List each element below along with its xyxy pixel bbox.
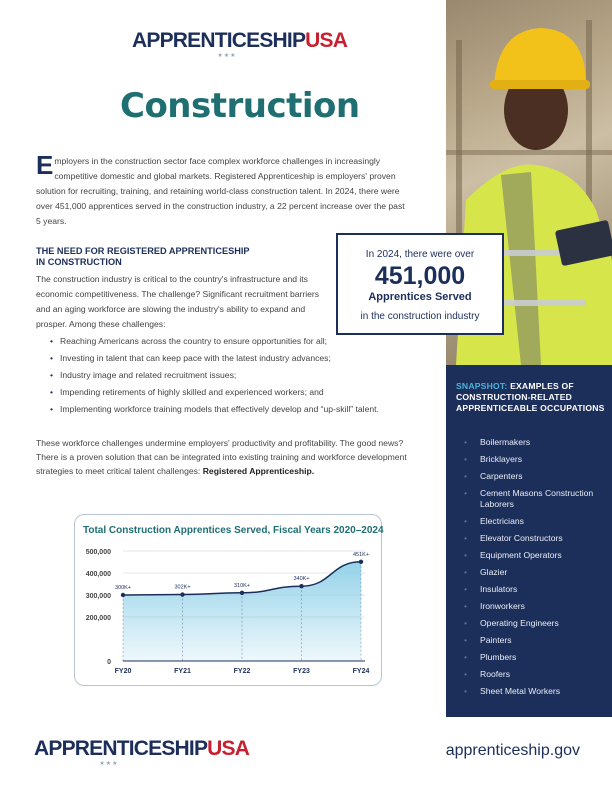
x-tick-label: FY20	[114, 668, 132, 675]
need-heading	[36, 246, 326, 268]
logo-stars: ★★★	[99, 761, 119, 767]
list-item: • Impending retirements of highly skilled and experienced workers; and	[50, 386, 410, 399]
list-item: • Industry image and related recruitment issues;	[50, 369, 410, 382]
list-item: • Roofers	[462, 669, 608, 680]
list-item: • Sheet Metal Workers	[462, 686, 608, 697]
data-point	[180, 592, 184, 596]
closing-paragraph	[36, 436, 416, 478]
callout-line1: In 2024, there were over	[365, 249, 475, 260]
intro-text: mployers in the construction sector face complex workforce challenges in increasingly competitive domestic and global markets. Registered Apprenticeship is employers' proven solution for recruiting, training, and retaining world-class construction talent. In 2024, there were over 451,000 apprentices served in the construction industry, a 22 percent increase over the past 5 years.	[36, 156, 405, 226]
intro-paragraph	[36, 150, 408, 229]
list-item: • Elevator Constructors	[462, 533, 608, 544]
list-item: • Insulators	[462, 584, 608, 595]
y-tick-label: 500,000	[85, 549, 111, 556]
callout-number: 451,000	[374, 262, 466, 290]
x-tick-label: FY24	[352, 668, 370, 675]
list-item: • Electricians	[462, 516, 608, 527]
x-tick-label: FY22	[233, 668, 251, 675]
list-item: • Implementing workforce training models that effectively develop and “up-skill” talent.	[50, 403, 410, 416]
y-tick-label: 300,000	[85, 593, 111, 600]
y-tick-label: 0	[107, 659, 111, 666]
logo-wordmark: APPRENTICESHIPUSA	[132, 29, 348, 52]
data-point	[121, 593, 125, 597]
occupations-sidebar	[446, 365, 612, 717]
list-item: • Painters	[462, 635, 608, 646]
chart-plot	[75, 515, 381, 685]
y-tick-label: 200,000	[85, 615, 111, 622]
list-item: • Reaching Americans across the country to ensure opportunities for all;	[50, 335, 410, 348]
website-link[interactable]: apprenticeship.gov	[445, 742, 580, 759]
data-label: 451K+	[352, 551, 370, 558]
callout-line4: in the construction industry	[360, 311, 480, 322]
list-item: • Plumbers	[462, 652, 608, 663]
closing-text: These workforce challenges undermine employers' productivity and profitability. The good news? There is a proven solution that can be integrated into existing training and workforce development strategies to meet critical talent challenges:	[36, 438, 407, 476]
data-label: 300K+	[114, 585, 132, 591]
data-label: 302K+	[174, 584, 191, 591]
list-item: • Cement Masons Construction Laborers	[462, 488, 608, 510]
brand-logo-bottom	[34, 737, 250, 768]
data-label: 310K+	[233, 582, 251, 589]
need-body: The construction industry is critical to the country's infrastructure and its economic competitiveness. The challenge? Significant recruitment barriers and an aging workforce are slowing the industry's ability to expand and prosper. Among these challenges:	[36, 274, 320, 329]
y-tick-label: 400,000	[85, 571, 111, 578]
data-point	[240, 591, 244, 595]
list-item: • Ironworkers	[462, 601, 608, 612]
x-tick-label: FY23	[293, 668, 310, 675]
logo-wordmark: APPRENTICESHIPUSA	[34, 737, 250, 760]
list-item: • Bricklayers	[462, 454, 608, 465]
x-tick-label: FY21	[174, 668, 191, 675]
chart-title: Total Construction Apprentices Served, Fiscal Years 2020–2024	[83, 525, 384, 536]
list-item: • Glazier	[462, 567, 608, 578]
list-item: • Equipment Operators	[462, 550, 608, 561]
snapshot-label: SNAPSHOT:	[456, 381, 508, 391]
apprentices-chart	[74, 514, 382, 686]
list-item: • Investing in talent that can keep pace with the latest industry advances;	[50, 352, 410, 365]
stat-callout	[336, 233, 504, 335]
need-heading-line1: THE NEED FOR REGISTERED APPRENTICESHIP	[36, 246, 250, 256]
snapshot-heading	[456, 381, 606, 414]
list-item: • Carpenters	[462, 471, 608, 482]
occupations-list	[462, 437, 608, 703]
list-item: • Operating Engineers	[462, 618, 608, 629]
data-point	[359, 560, 363, 564]
snapshot-title: EXAMPLES OF CONSTRUCTION-RELATED APPRENTICEABLE OCCUPATIONS	[456, 381, 605, 413]
challenges-list	[50, 335, 410, 420]
logo-stars: ★★★	[217, 53, 237, 59]
drop-cap: E	[36, 150, 54, 180]
data-point	[299, 584, 303, 588]
brand-logo-top	[132, 29, 348, 60]
callout-line3: Apprentices Served	[368, 291, 472, 303]
data-label: 340K+	[293, 576, 310, 583]
page-title: Construction	[120, 86, 360, 126]
closing-bold: Registered Apprenticeship.	[202, 466, 315, 476]
need-heading-line2: IN CONSTRUCTION	[36, 257, 122, 267]
list-item: • Boilermakers	[462, 437, 608, 448]
